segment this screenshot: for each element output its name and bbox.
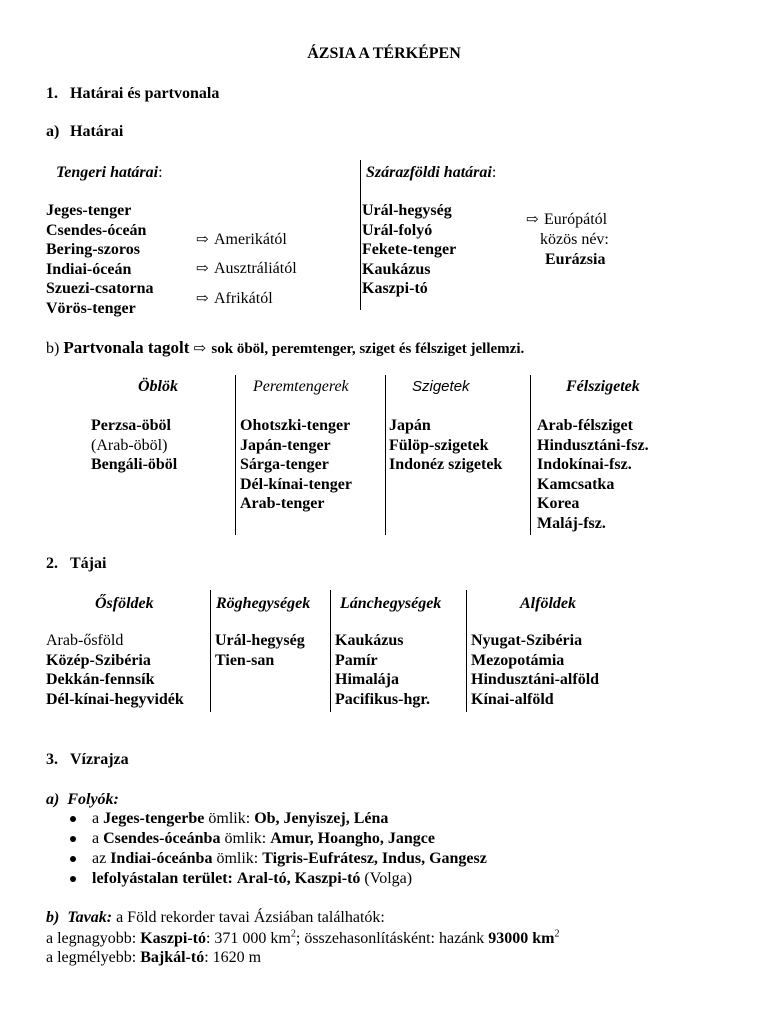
section-3-number: 3. bbox=[46, 751, 58, 768]
section-2-heading: Tájai bbox=[70, 555, 107, 572]
subsection-b-line: b) Partvonala tagolt ⇨ sok öböl, peremtenger, sziget és félsziget jellemzi. bbox=[46, 338, 525, 357]
landscape-divider-2 bbox=[330, 590, 331, 712]
arrow-right-icon: ⇨ bbox=[526, 212, 539, 228]
river-line-pacific: a Csendes-óceánba ömlik: Amur, Hoangho, Jangce bbox=[92, 830, 435, 847]
lakes-intro: b) Tavak: a Föld rekorder tavai Ázsiában találhatók: bbox=[46, 909, 385, 926]
islands-header: Szigetek bbox=[412, 378, 470, 395]
seas-header: Peremtengerek bbox=[253, 378, 349, 395]
sea-note-australia: ⇨ Ausztráliától bbox=[196, 260, 297, 277]
blocks-list: Urál-hegység Tien-san bbox=[215, 632, 305, 669]
river-line-arctic: a Jeges-tengerbe ömlik: Ob, Jenyiszej, Léna bbox=[92, 810, 389, 827]
land-note-common-name: közös név: bbox=[540, 231, 609, 248]
section-1-number: 1. bbox=[46, 85, 58, 102]
sea-borders-label: Tengeri határai: bbox=[56, 164, 163, 181]
bullet-icon bbox=[70, 856, 76, 862]
land-note-europe: ⇨ Európától bbox=[526, 211, 608, 228]
lake-largest: a legnagyobb: Kaszpi-tó: 371 000 $km^2$; összehasonlításként: hazánk 93000 $km^2$ bbox=[46, 928, 560, 947]
sea-borders-list: Jeges-tenger Csendes-óceán Bering-szoros Indiai-óceán Szuezi-csatorna Vörös-tenger bbox=[46, 202, 154, 317]
shields-list: Arab-ősföld Közép-Szibéria Dekkán-fennsík Dél-kínai-hegyvidék bbox=[46, 632, 184, 708]
sea-note-america: ⇨ Amerikától bbox=[196, 231, 287, 248]
landscape-divider-1 bbox=[210, 590, 211, 712]
river-line-indian: az Indiai-óceánba ömlik: Tigris-Eufrátesz, Indus, Gangesz bbox=[92, 850, 487, 867]
land-borders-label: Szárazföldi határai: bbox=[366, 164, 497, 181]
bays-header: Öblök bbox=[138, 378, 178, 395]
plains-header: Alföldek bbox=[520, 595, 576, 612]
bullet-icon bbox=[70, 816, 76, 822]
chains-header: Lánchegységek bbox=[340, 595, 442, 612]
coast-divider-3 bbox=[530, 375, 531, 535]
chains-list: Kaukázus Pamír Himalája Pacifikus-hgr. bbox=[335, 632, 430, 708]
landscape-divider-3 bbox=[466, 590, 467, 712]
section-1-heading: Határai és partvonala bbox=[70, 85, 220, 102]
land-borders-list: Urál-hegység Urál-folyó Fekete-tenger Kaukázus Kaszpi-tó bbox=[362, 202, 457, 297]
plains-list: Nyugat-Szibéria Mezopotámia Hindusztáni-alföld Kínai-alföld bbox=[471, 632, 600, 708]
arrow-right-icon: ⇨ bbox=[196, 261, 209, 277]
peninsulas-list: Arab-félsziget Hindusztáni-fsz. Indokínai-fsz. Kamcsatka Korea Maláj-fsz. bbox=[537, 417, 649, 532]
bullet-icon bbox=[70, 876, 76, 882]
land-note-eurasia: Eurázsia bbox=[545, 251, 606, 268]
subsection-a-heading: Határai bbox=[70, 123, 124, 140]
bays-list: Perzsa-öböl (Arab-öböl) Bengáli-öböl bbox=[91, 417, 178, 473]
sea-note-africa: ⇨ Afrikától bbox=[196, 290, 273, 307]
subsection-a-label: a) bbox=[46, 123, 60, 140]
shields-header: Ősföldek bbox=[95, 595, 154, 612]
rivers-heading: a) Folyók: bbox=[46, 791, 119, 808]
lake-deepest: a legmélyebb: Bajkál-tó: 1620 m bbox=[46, 949, 262, 966]
arrow-right-icon: ⇨ bbox=[196, 291, 209, 307]
seas-list: Ohotszki-tenger Japán-tenger Sárga-tenger Dél-kínai-tenger Arab-tenger bbox=[240, 417, 352, 512]
border-divider bbox=[360, 160, 361, 310]
section-2-number: 2. bbox=[46, 555, 58, 572]
islands-list: Japán Fülöp-szigetek Indonéz szigetek bbox=[389, 417, 503, 473]
peninsulas-header: Félszigetek bbox=[566, 378, 640, 395]
endorheic-line: lefolyástalan terület: Aral-tó, Kaszpi-tó (Volga) bbox=[92, 870, 413, 887]
blocks-header: Röghegységek bbox=[216, 595, 311, 612]
arrow-right-icon: ⇨ bbox=[193, 341, 206, 357]
bullet-icon bbox=[70, 836, 76, 842]
coast-divider-2 bbox=[385, 375, 386, 535]
coast-divider-1 bbox=[235, 375, 236, 535]
page-title: ÁZSIA A TÉRKÉPEN bbox=[307, 45, 461, 62]
section-3-heading: Vízrajza bbox=[70, 751, 129, 768]
arrow-right-icon: ⇨ bbox=[196, 232, 209, 248]
